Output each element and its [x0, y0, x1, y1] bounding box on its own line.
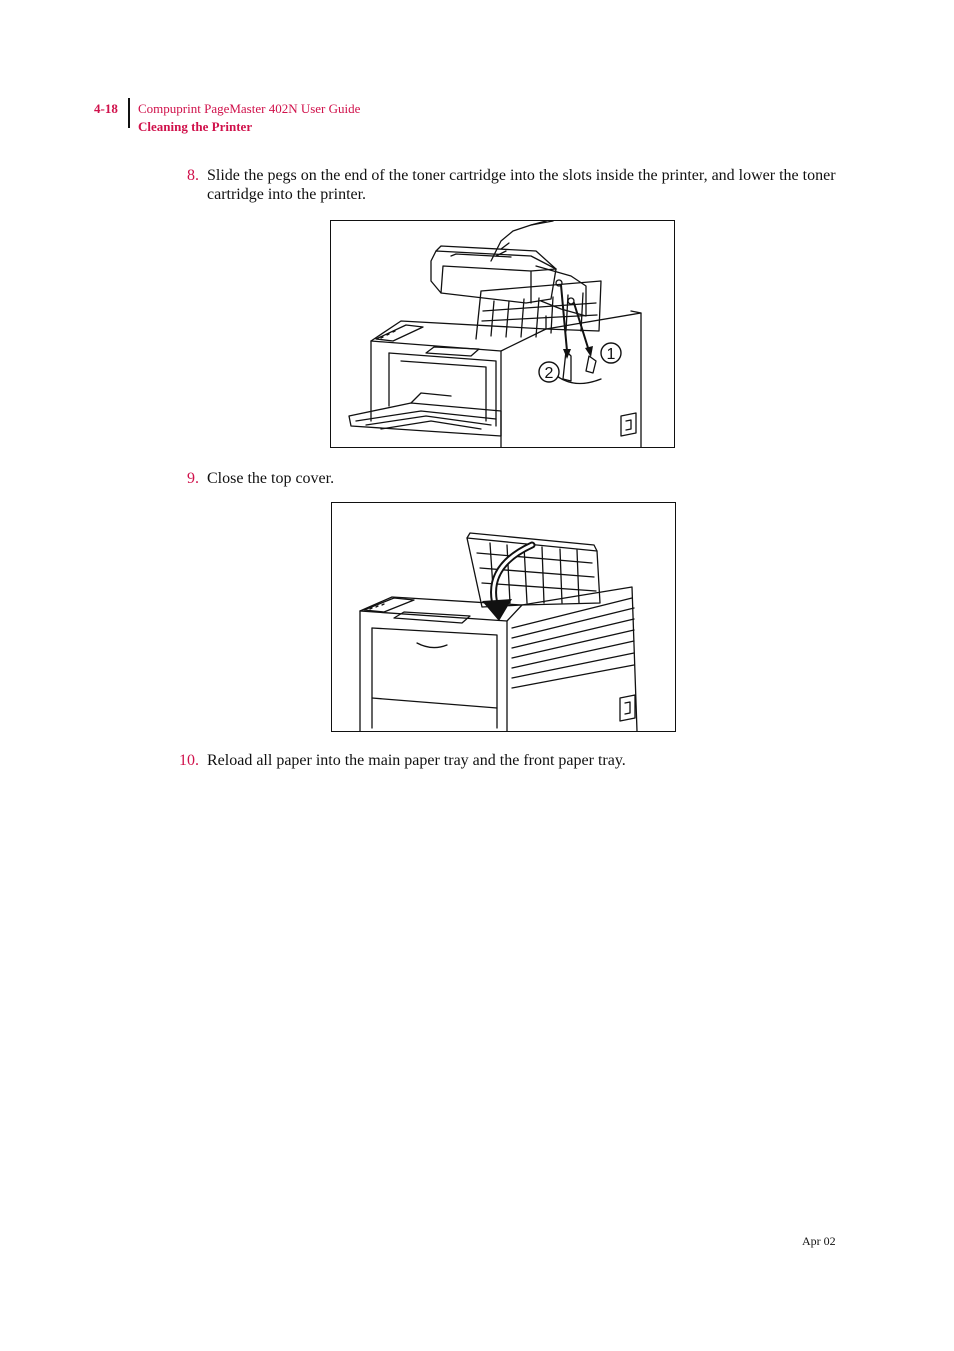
printer-toner-illustration	[331, 221, 674, 447]
step-8	[187, 166, 847, 204]
header-titles	[138, 100, 360, 136]
arrowhead-icon	[482, 599, 512, 621]
step-number: 10.	[179, 752, 199, 769]
step-number: 8.	[187, 167, 199, 184]
step-text: Reload all paper into the main paper tray and the front paper tray.	[207, 752, 626, 769]
step-10	[179, 751, 847, 770]
printer-cover-illustration	[332, 503, 675, 731]
header-divider	[128, 98, 130, 128]
callout-1-label: 1	[606, 346, 616, 363]
step-text: Close the top cover.	[207, 470, 335, 487]
footer-date: Apr 02	[802, 1234, 836, 1248]
page-number: 4-18	[94, 101, 118, 116]
step-9	[187, 469, 847, 488]
step-number: 9.	[187, 470, 199, 487]
figure-close-top-cover	[331, 502, 676, 732]
step-text: Slide the pegs on the end of the toner cartridge into the slots inside the printer, and lower the toner cartridge into the printer.	[207, 167, 836, 203]
figure-insert-toner-cartridge	[330, 220, 675, 448]
guide-title: Compuprint PageMaster 402N User Guide	[138, 101, 361, 116]
callout-2-label: 2	[544, 365, 554, 382]
section-title: Cleaning the Printer	[138, 119, 253, 134]
